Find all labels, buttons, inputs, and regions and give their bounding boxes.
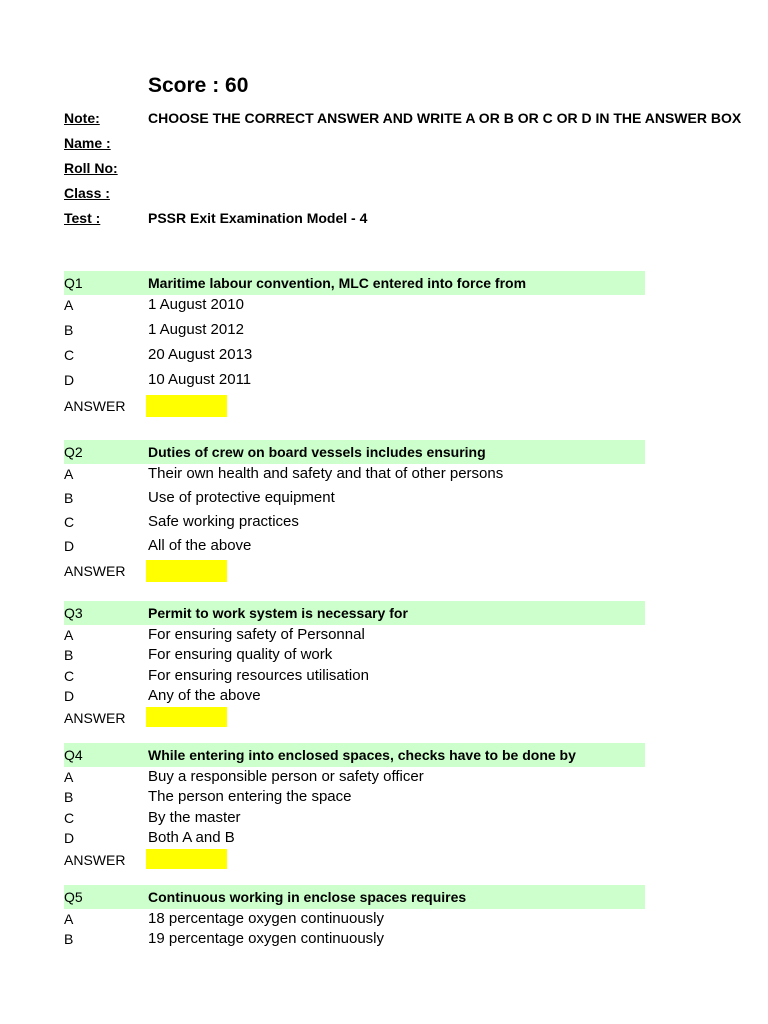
test-label: Test : xyxy=(64,210,101,226)
question-number: Q1 xyxy=(64,275,83,291)
score-value: 60 xyxy=(225,74,249,97)
option-row xyxy=(64,464,645,488)
option-text: Buy a responsible person or safety officer xyxy=(148,768,424,785)
note-label: Note: xyxy=(64,110,100,126)
question-text: Maritime labour convention, MLC entered into force from xyxy=(148,275,527,291)
answer-box[interactable] xyxy=(146,560,227,582)
option-letter: B xyxy=(64,647,74,664)
question-text: While entering into enclosed spaces, checks have to be done by xyxy=(148,747,576,763)
answer-label: ANSWER xyxy=(64,851,126,868)
option-row xyxy=(64,320,645,345)
name-row xyxy=(0,132,768,156)
option-text: For ensuring resources utilisation xyxy=(148,666,369,684)
class-row xyxy=(0,182,768,206)
question-number: Q5 xyxy=(64,889,83,905)
option-text: 1 August 2012 xyxy=(148,321,244,338)
score xyxy=(148,74,248,98)
roll-no-label: Roll No: xyxy=(64,160,118,176)
option-row xyxy=(64,625,645,645)
question-block-q1 xyxy=(0,271,768,420)
question-block-q3 xyxy=(0,601,768,727)
option-letter: D xyxy=(64,538,75,554)
answer-label: ANSWER xyxy=(64,563,126,579)
question-number: Q3 xyxy=(64,605,83,621)
question-header xyxy=(64,885,645,909)
option-text: All of the above xyxy=(148,537,252,554)
option-row xyxy=(64,767,645,787)
option-letter: A xyxy=(64,466,74,482)
note-row xyxy=(0,107,768,131)
option-row xyxy=(64,666,645,686)
option-row xyxy=(64,488,645,512)
question-number: Q2 xyxy=(64,444,83,460)
question-number: Q4 xyxy=(64,747,83,763)
option-letter: C xyxy=(64,347,75,363)
class-label: Class : xyxy=(64,185,110,201)
option-text: Any of the above xyxy=(148,687,261,705)
option-text: For ensuring safety of Personnal xyxy=(148,626,365,643)
question-text: Permit to work system is necessary for xyxy=(148,605,408,621)
option-text: Safe working practices xyxy=(148,513,299,530)
option-text: 20 August 2013 xyxy=(148,346,253,363)
question-header xyxy=(64,271,645,295)
question-text: Duties of crew on board vessels includes ensuring xyxy=(148,444,486,460)
answer-row xyxy=(64,395,645,420)
option-row xyxy=(64,828,645,848)
score-label: Score : xyxy=(148,74,220,97)
option-text: 19 percentage oxygen continuously xyxy=(148,930,385,948)
answer-box[interactable] xyxy=(146,707,227,727)
option-letter: C xyxy=(64,514,75,530)
roll-no-row xyxy=(0,157,768,181)
option-row xyxy=(64,512,645,536)
option-letter: A xyxy=(64,297,74,313)
option-row xyxy=(64,645,645,665)
question-text: Continuous working in enclose spaces requires xyxy=(148,889,467,905)
option-text: Use of protective equipment xyxy=(148,489,335,506)
option-text: Both A and B xyxy=(148,829,235,847)
option-letter: C xyxy=(64,667,75,684)
answer-label: ANSWER xyxy=(64,398,126,414)
option-text: The person entering the space xyxy=(148,788,352,806)
option-text: 10 August 2011 xyxy=(148,371,252,388)
option-row xyxy=(64,909,645,929)
test-value: PSSR Exit Examination Model - 4 xyxy=(148,210,368,226)
option-letter: D xyxy=(64,688,75,705)
option-letter: B xyxy=(64,789,74,806)
answer-row xyxy=(64,707,645,727)
answer-row xyxy=(64,560,645,584)
question-header xyxy=(64,440,645,464)
question-header xyxy=(64,743,645,767)
option-letter: C xyxy=(64,809,75,826)
option-text: For ensuring quality of work xyxy=(148,646,333,664)
option-row xyxy=(64,929,645,949)
option-row xyxy=(64,686,645,706)
question-header xyxy=(64,601,645,625)
option-letter: A xyxy=(64,769,74,785)
question-block-q4 xyxy=(0,743,768,869)
option-text: By the master xyxy=(148,808,241,826)
option-letter: D xyxy=(64,372,75,388)
question-block-q2 xyxy=(0,440,768,584)
question-block-q5 xyxy=(0,885,768,950)
option-row xyxy=(64,295,645,320)
answer-box[interactable] xyxy=(146,395,227,417)
option-text: 1 August 2010 xyxy=(148,296,244,313)
answer-row xyxy=(64,849,645,869)
option-row xyxy=(64,370,645,395)
option-row xyxy=(64,808,645,828)
note-value: CHOOSE THE CORRECT ANSWER AND WRITE A OR B OR C OR D IN THE ANSWER BOX xyxy=(148,110,742,126)
answer-box[interactable] xyxy=(146,849,227,869)
option-row xyxy=(64,345,645,370)
option-letter: B xyxy=(64,490,74,506)
option-row xyxy=(64,787,645,807)
option-letter: D xyxy=(64,830,75,847)
test-row xyxy=(0,207,768,231)
option-row xyxy=(64,536,645,560)
name-label: Name : xyxy=(64,135,111,151)
option-letter: A xyxy=(64,627,74,643)
option-letter: A xyxy=(64,911,74,927)
answer-label: ANSWER xyxy=(64,709,126,726)
option-text: 18 percentage oxygen continuously xyxy=(148,910,385,927)
option-letter: B xyxy=(64,322,74,338)
option-letter: B xyxy=(64,931,74,948)
option-text: Their own health and safety and that of other persons xyxy=(148,465,504,482)
